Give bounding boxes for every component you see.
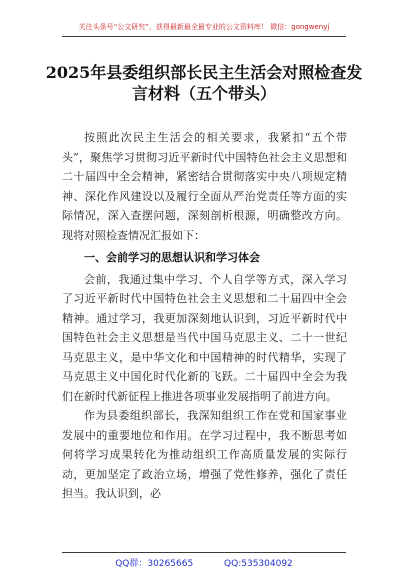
document-title: 2025年县委组织部长民主生活会对照检查发言材料（五个带头） <box>45 63 363 103</box>
header-divider <box>62 36 346 37</box>
qq-group-text: QQ群：30265665 <box>115 559 194 569</box>
document-body <box>62 128 347 504</box>
footer <box>0 556 408 569</box>
qq-contact-text: QQ:535304092 <box>224 559 293 569</box>
footer-divider <box>62 552 346 553</box>
intro-paragraph: 按照此次民主生活会的相关要求，我紧扣“五个带头”，聚焦学习贯彻习近平新时代中国特色社会主义思想和二十届四中全会精神，紧密结合贯彻落实中央八项规定精神、深化作风建设以及履行全面从严治党责任等方面的实际情况，深入查摆问题，深刻剖析根源，明确整改方向。现将对照检查情况汇报如下： <box>62 131 347 242</box>
header-banner: 关注头条号“公文研究”，获得最新最全最专业的公文资料库！ 微信：gongwenyj <box>78 23 330 31</box>
section-heading: 一、会前学习的思想认识和学习体会 <box>84 251 260 264</box>
body-paragraph: 作为县委组织部长，我深知组织工作在党和国家事业发展中的重要地位和作用。在学习过程中，我不断思考如何将学习成果转化为推动组织工作高质量发展的实际行动，更加坚定了政治立场，增强了党性修养，强化了责任担当。我认识到，必 <box>62 409 347 500</box>
body-paragraph: 会前，我通过集中学习、个人自学等方式，深入学习了习近平新时代中国特色社会主义思想和二十届四中全会精神。通过学习，我更加深刻地认识到，习近平新时代中国特色社会主义思想是当代中国马克思主义、二十一世纪马克思主义，是中华文化和中国精神的时代精华，实现了马克思主义中国化时代化新的飞跃。二十届四中全会为我们在新时代新征程上推进各项事业发展指明了前进方向。 <box>62 272 347 403</box>
